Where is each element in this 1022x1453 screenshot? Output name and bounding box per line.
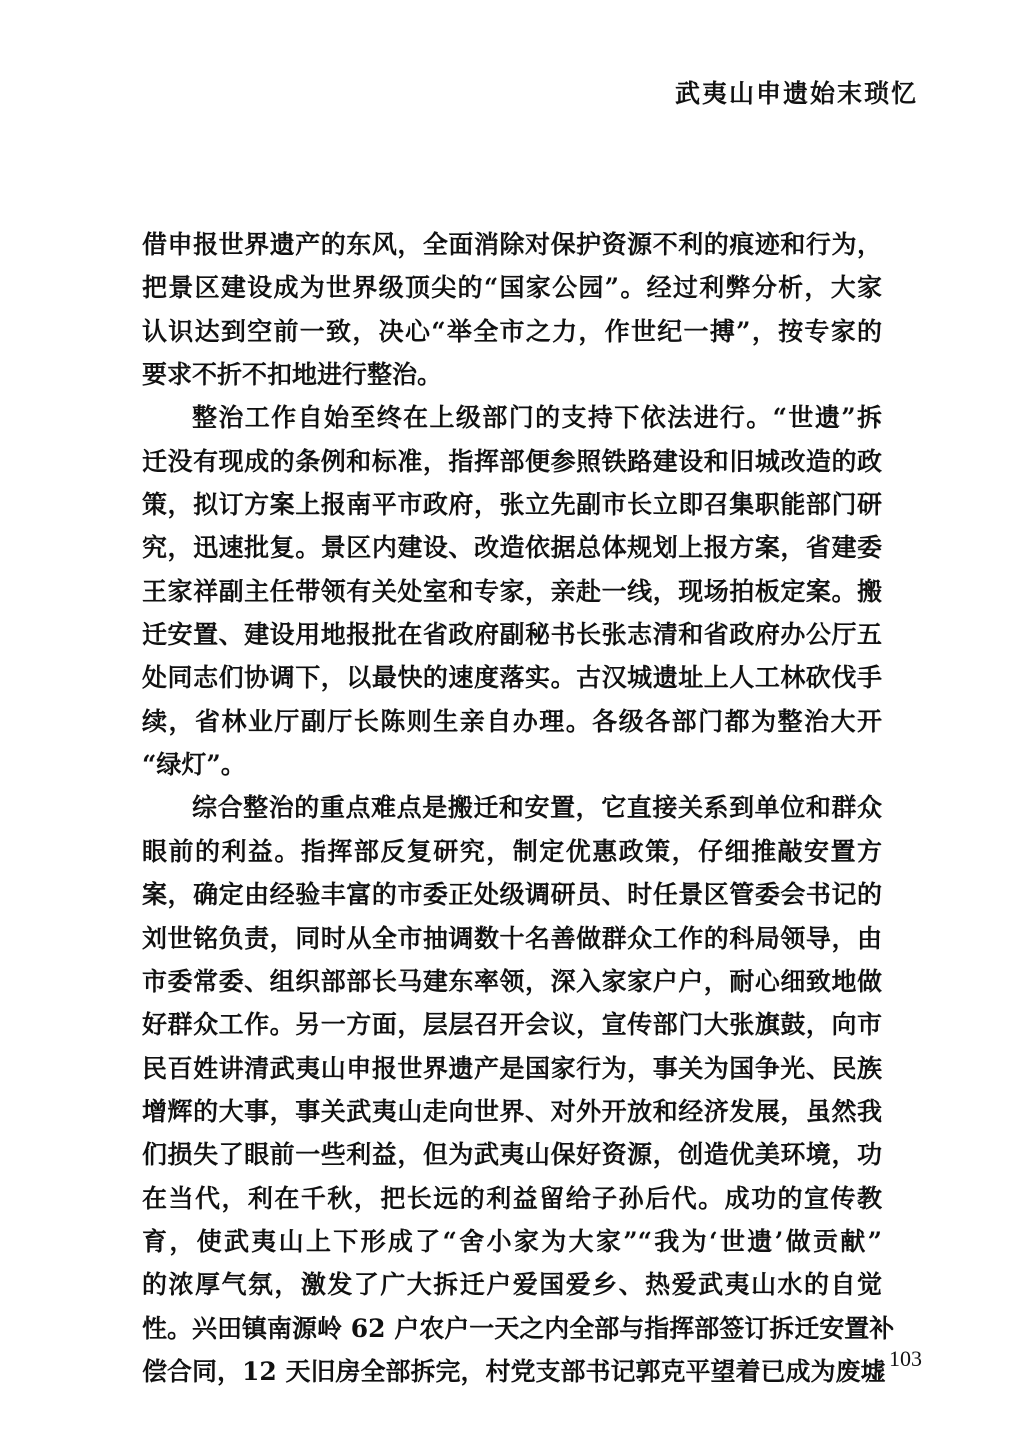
text-line: 在当代，利在千秋，把长远的利益留给子孙后代。成功的宣传教 (142, 1183, 882, 1213)
text-line: 迁安置、建设用地报批在省政府副秘书长张志清和省政府办公厅五 (142, 620, 882, 650)
text-line: 的浓厚气氛，激发了广大拆迁户爱国爱乡、热爱武夷山水的自觉 (142, 1270, 882, 1300)
text-line: 好群众工作。另一方面，层层召开会议，宣传部门大张旗鼓，向市 (142, 1010, 882, 1040)
page-number: 103 (889, 1346, 922, 1371)
text-line: 王家祥副主任带领有关处室和专家，亲赴一线，现场拍板定案。搬 (142, 576, 882, 606)
text-line: 市委常委、组织部部长马建东率领，深入家家户户，耐心细致地做 (142, 966, 882, 996)
running-header-title: 武夷山申遗始末琐忆 (674, 79, 918, 108)
text-line: 们损失了眼前一些利益，但为武夷山保好资源，创造优美环境，功 (142, 1140, 882, 1170)
text-line: 刘世铭负责，同时从全市抽调数十名善做群众工作的科局领导，由 (142, 923, 882, 953)
text-line: 究，迅速批复。景区内建设、改造依据总体规划上报方案，省建委 (142, 533, 882, 563)
body-text (142, 223, 895, 1393)
text-line: 策，拟订方案上报南平市政府，张立先副市长立即召集职能部门研 (142, 490, 882, 520)
text-line: 育，使武夷山上下形成了“舍小家为大家”“我为‘世遗’做贡献” (142, 1226, 882, 1256)
text-line: 把景区建设成为世界级顶尖的“国家公园”。经过利弊分析，大家 (142, 273, 882, 303)
text-line: 眼前的利益。指挥部反复研究，制定优惠政策，仔细推敲安置方 (142, 836, 882, 866)
text-line: 要求不折不扣地进行整治。 (142, 360, 443, 390)
paragraph-first-line: 整治工作自始至终在上级部门的支持下依法进行。“世遗”拆 (192, 403, 882, 433)
text-line: 增辉的大事，事关武夷山走向世界、对外开放和经济发展，虽然我 (142, 1096, 882, 1126)
text-line: 处同志们协调下，以最快的速度落实。古汉城遗址上人工林砍伐手 (142, 663, 882, 693)
text-line: 民百姓讲清武夷山申报世界遗产是国家行为，事关为国争光、民族 (142, 1053, 882, 1083)
text-line: 偿合同，12 天旧房全部拆完，村党支部书记郭克平望着已成为废墟 (142, 1356, 886, 1386)
text-line: 续，省林业厅副厅长陈则生亲自办理。各级各部门都为整治大开 (142, 706, 882, 736)
text-line: 认识达到空前一致，决心“举全市之力，作世纪一搏”，按专家的 (142, 316, 882, 346)
text-line: “绿灯”。 (142, 750, 246, 780)
text-line: 借申报世界遗产的东风，全面消除对保护资源不利的痕迹和行为， (142, 230, 882, 259)
paragraph-first-line: 综合整治的重点难点是搬迁和安置，它直接关系到单位和群众 (192, 793, 882, 823)
text-line: 迁没有现成的条例和标准，指挥部便参照铁路建设和旧城改造的政 (142, 446, 882, 476)
text-line: 案，确定由经验丰富的市委正处级调研员、时任景区管委会书记的 (142, 880, 882, 910)
text-line: 性。兴田镇南源岭 62 户农户一天之内全部与指挥部签订拆迁安置补 (142, 1313, 895, 1343)
